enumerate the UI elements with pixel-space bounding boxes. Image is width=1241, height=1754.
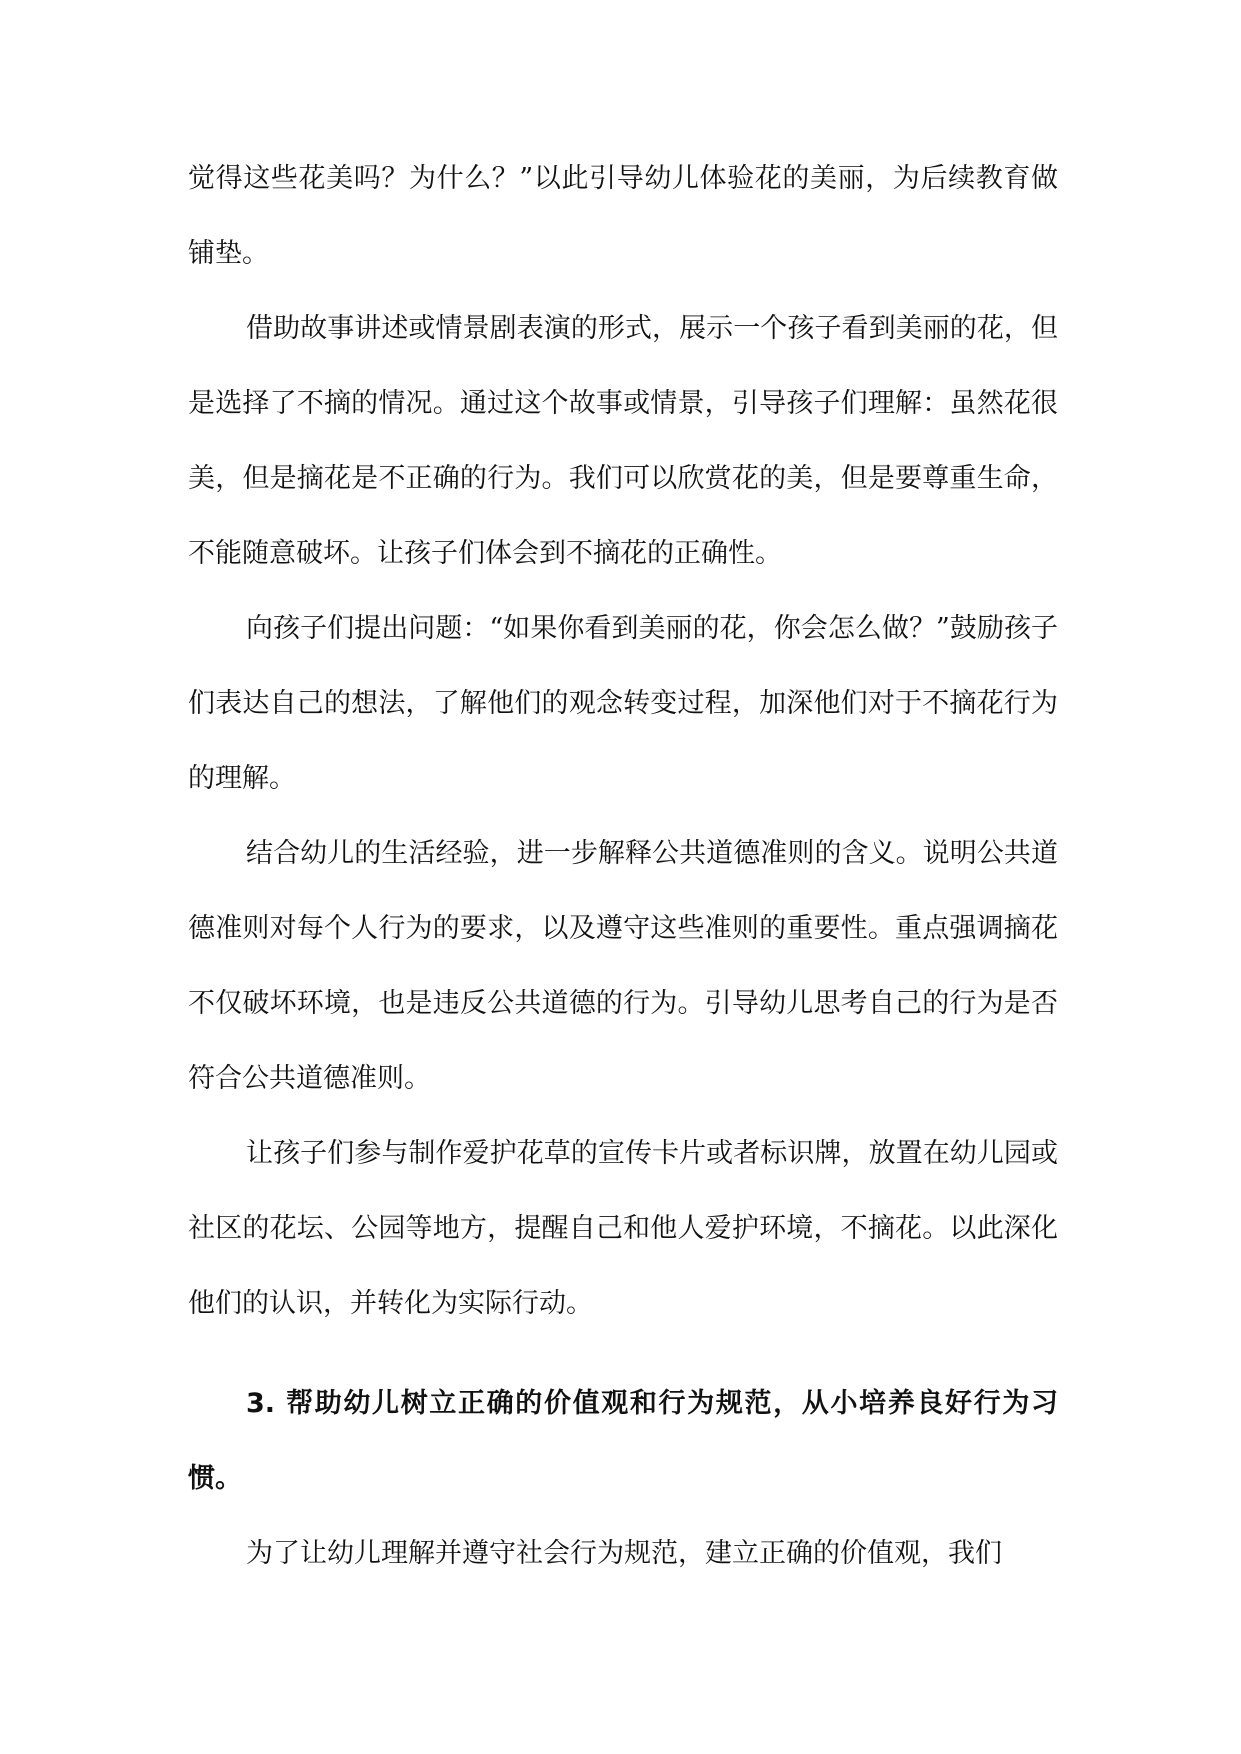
paragraph-continuation: 觉得这些花美吗？为什么？”以此引导幼儿体验花的美丽，为后续教育做铺垫。	[188, 163, 1058, 269]
document-body	[188, 141, 1058, 1591]
paragraph-public-morality: 结合幼儿的生活经验，进一步解释公共道德准则的含义。说明公共道德准则对每个人行为的要求，以及遵守这些准则的重要性。重点强调摘花不仅破坏环境，也是违反公共道德的行为。引导幼儿思考自己的行为是否符合公共道德准则。	[188, 838, 1058, 1094]
paragraph-after-heading: 为了让幼儿理解并遵守社会行为规范，建立正确的价值观，我们	[246, 1538, 1002, 1569]
paragraph-story-scenario: 借助故事讲述或情景剧表演的形式，展示一个孩子看到美丽的花，但是选择了不摘的情况。通过这个故事或情景，引导孩子们理解：虽然花很美，但是摘花是不正确的行为。我们可以欣赏花的美，但是要尊重生命，不能随意破坏。让孩子们体会到不摘花的正确性。	[188, 313, 1058, 569]
paragraph-card-activity: 让孩子们参与制作爱护花草的宣传卡片或者标识牌，放置在幼儿园或社区的花坛、公园等地方，提醒自己和他人爱护环境，不摘花。以此深化他们的认识，并转化为实际行动。	[188, 1138, 1058, 1319]
paragraph-question: 向孩子们提出问题：“如果你看到美丽的花，你会怎么做？”鼓励孩子们表达自己的想法，了解他们的观念转变过程，加深他们对于不摘花行为的理解。	[188, 613, 1058, 794]
section-heading: 3. 帮助幼儿树立正确的价值观和行为规范，从小培养良好行为习惯。	[188, 1388, 1058, 1494]
